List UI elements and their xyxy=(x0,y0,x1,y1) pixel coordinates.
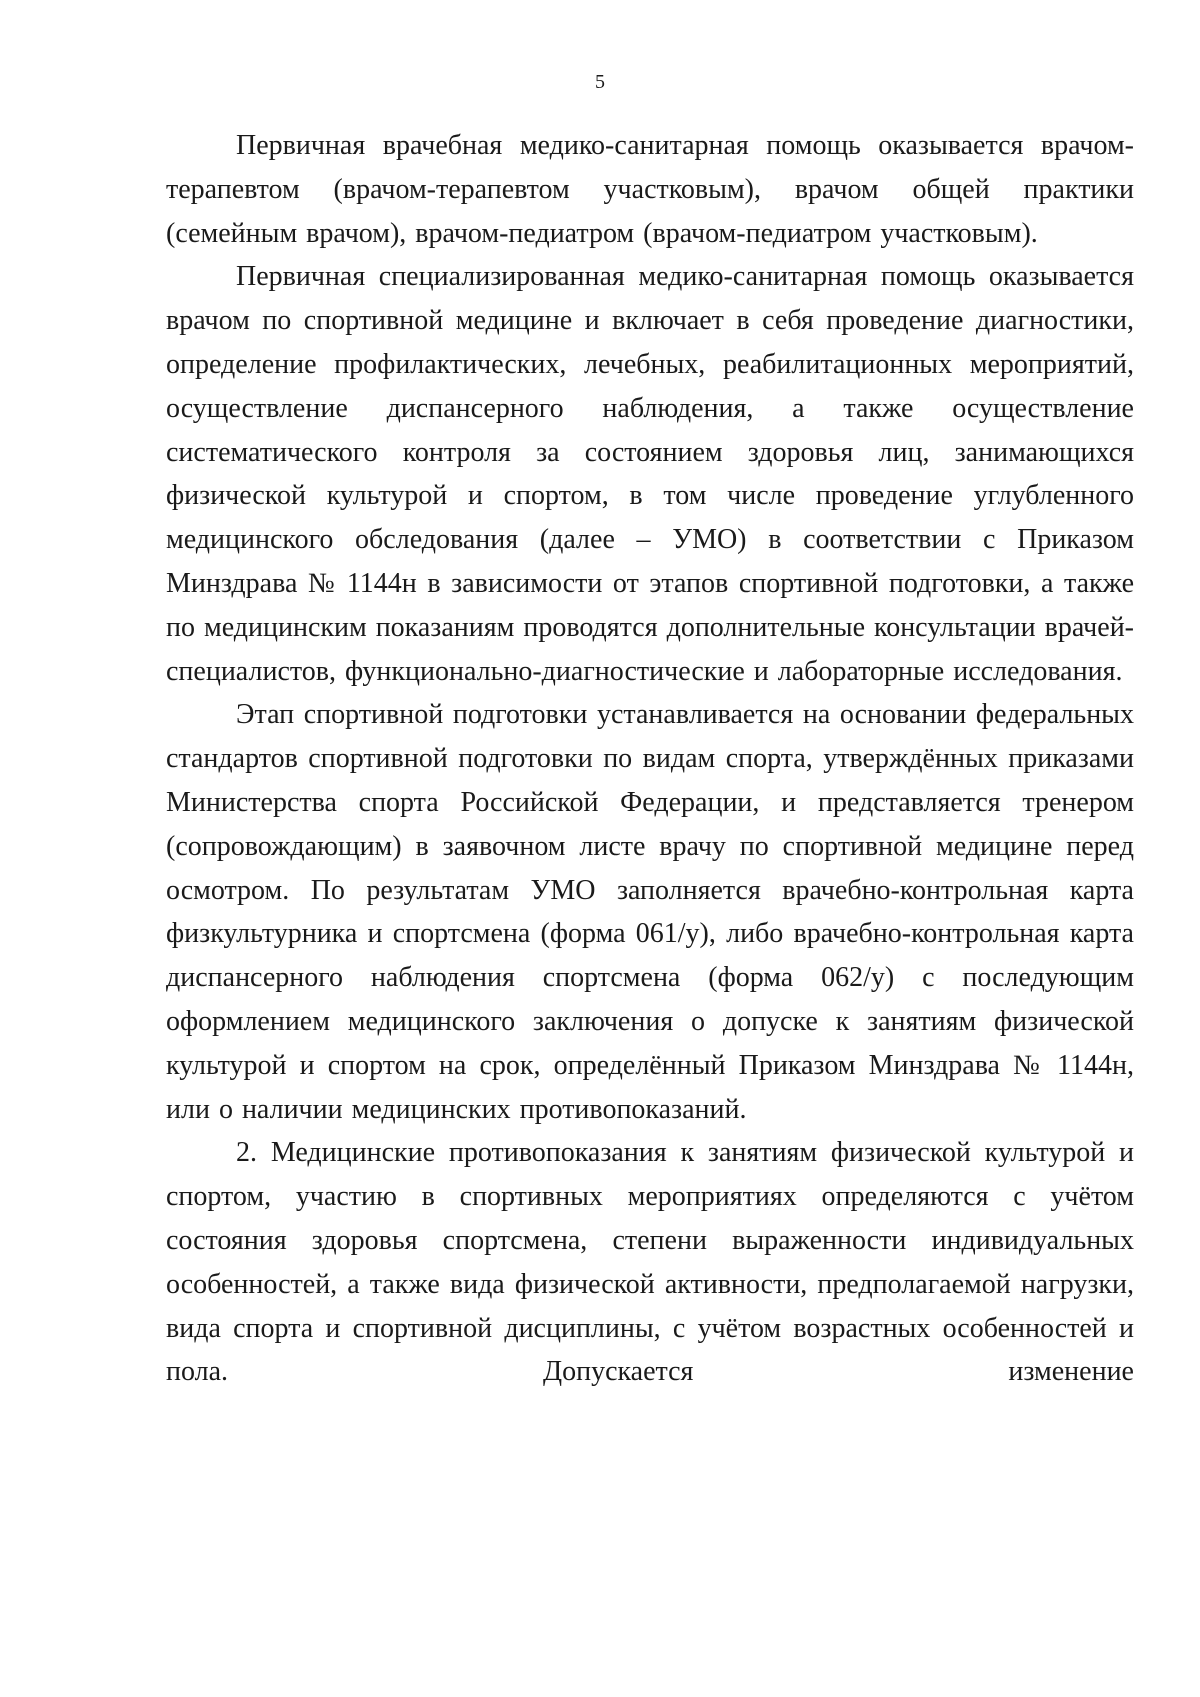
paragraph-training-stage: Этап спортивной подготовки устанавливается на основании федеральных стандартов спортивной подготовки по видам спорта, утверждённых приказами Министерства спорта Российской Федерации, и представляется тренером (сопровождающим) в заявочном листе врачу по спортивной медицине перед осмотром. По результатам УМО заполняется врачебно-контрольная карта физкультурника и спортсмена (форма 061/у), либо врачебно-контрольная карта диспансерного наблюдения спортсмена (форма 062/у) с последующим оформлением медицинского заключения о допуске к занятиям физической культурой и спортом на срок, определённый Приказом Минздрава № 1144н, или о наличии медицинских противопоказаний. xyxy=(166,699,1134,1125)
page-number: 5 xyxy=(595,71,605,93)
paragraph-specialized-care: Первичная специализированная медико-санитарная помощь оказывается врачом по спортивной медицине и включает в себя проведение диагностики, определение профилактических, лечебных, реабилитационных мероприятий, осуществление диспансерного наблюдения, а также осуществление систематического контроля за состоянием здоровья лиц, занимающихся физической культурой и спортом, в том числе проведение углубленного медицинского обследования (далее – УМО) в соответствии с Приказом Минздрава № 1144н в зависимости от этапов спортивной подготовки, а также по медицинским показаниям проводятся дополнительные консультации врачей-специалистов, функционально-диагностические и лабораторные исследования. xyxy=(166,261,1134,687)
paragraph-primary-medical-care: Первичная врачебная медико-санитарная помощь оказывается врачом-терапевтом (врачом-терапевтом участковым), врачом общей практики (семейным врачом), врачом-педиатром (врачом-педиатром участковым). xyxy=(166,130,1134,249)
document-body xyxy=(166,124,1134,1394)
paragraph-contraindications: 2. Медицинские противопоказания к занятиям физической культурой и спортом, участию в спортивных мероприятиях определяются с учётом состояния здоровья спортсмена, степени выраженности индивидуальных особенностей, а также вида физической активности, предполагаемой нагрузки, вида спорта и спортивной дисциплины, с учётом возрастных особенностей и пола. Допускается изменение xyxy=(166,1137,1134,1388)
